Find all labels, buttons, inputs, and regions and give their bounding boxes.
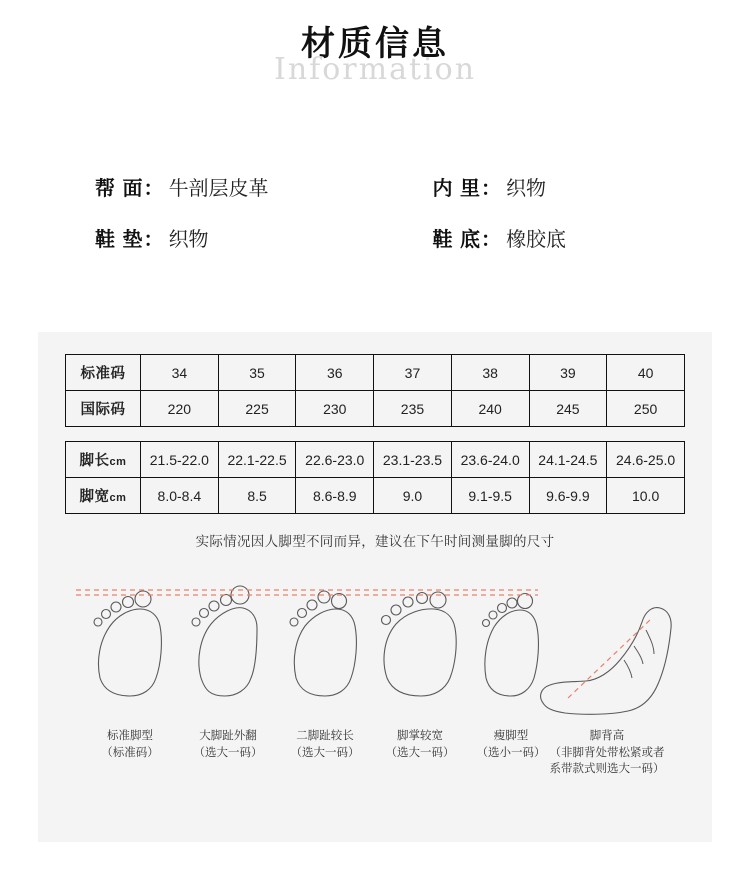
spec-value: 牛剖层皮革 <box>168 178 269 200</box>
table-cell: 35 <box>218 355 296 391</box>
table-cell: 21.5-22.0 <box>141 442 219 478</box>
foot-caption-high-instep: 脚背高 （非脚背处带松紧或者 系带款式则选大一码） <box>549 730 665 776</box>
table-cell: 10.0 <box>607 478 685 514</box>
size-panel <box>38 332 712 842</box>
table-row <box>66 442 685 478</box>
table-cell: 9.0 <box>374 478 452 514</box>
table-cell: 24.1-24.5 <box>529 442 607 478</box>
table-cell: 40 <box>607 355 685 391</box>
spec-value: 橡胶底 <box>506 229 567 251</box>
table-cell: 37 <box>374 355 452 391</box>
foot-standard-icon <box>94 591 161 696</box>
table-row <box>66 478 685 514</box>
foot-long-second-toe-icon <box>290 591 356 696</box>
table-cell: 230 <box>296 391 374 427</box>
measurement-note: 实际情况因人脚型不同而异，建议在下午时间测量脚的尺寸 <box>195 534 555 549</box>
table-spacer <box>65 427 685 441</box>
table-cell: 245 <box>529 391 607 427</box>
table-cell: 250 <box>607 391 685 427</box>
foot-wide-icon <box>382 592 457 696</box>
table-cell: 240 <box>451 391 529 427</box>
spec-label: 鞋 垫： <box>95 229 165 251</box>
row-header-international-size: 国际码 <box>66 391 141 427</box>
table-cell: 34 <box>141 355 219 391</box>
table-cell: 36 <box>296 355 374 391</box>
spec-item-insole <box>95 223 343 252</box>
table-cell: 39 <box>529 355 607 391</box>
foot-high-instep-icon <box>541 608 672 715</box>
spec-item-lining <box>343 172 681 201</box>
foot-bunion-icon <box>192 586 257 696</box>
table-cell: 8.5 <box>218 478 296 514</box>
spec-row <box>95 223 680 252</box>
table-cell: 220 <box>141 391 219 427</box>
table-cell: 235 <box>374 391 452 427</box>
foot-caption-bunion: 大脚趾外翻 （选大一码） <box>193 730 263 759</box>
table-cell: 38 <box>451 355 529 391</box>
table-cell: 22.1-22.5 <box>218 442 296 478</box>
table-cell: 9.1-9.5 <box>451 478 529 514</box>
size-tables <box>38 332 712 550</box>
spec-value: 织物 <box>168 229 209 251</box>
spec-value: 织物 <box>506 178 547 200</box>
table-cell: 9.6-9.9 <box>529 478 607 514</box>
row-header-foot-length: 脚长cm <box>66 442 141 478</box>
page-title-english: Information <box>273 52 477 87</box>
spec-row <box>95 172 680 201</box>
foot-caption-wide: 脚掌较宽 （选大一码） <box>385 730 455 759</box>
spec-list <box>0 172 750 252</box>
page-title: 材质信息 <box>301 25 449 63</box>
table-cell: 8.0-8.4 <box>141 478 219 514</box>
spec-item-upper <box>95 172 343 201</box>
foot-caption-narrow: 瘦脚型 （选小一码） <box>476 730 546 759</box>
title-block <box>0 0 750 114</box>
row-header-foot-width: 脚宽cm <box>66 478 141 514</box>
foot-shapes-illustration <box>38 568 712 743</box>
table-row <box>66 391 685 427</box>
size-table-measure <box>65 441 685 514</box>
size-table-code <box>65 354 685 427</box>
spec-label: 内 里： <box>432 178 503 200</box>
spec-label: 鞋 底： <box>432 229 503 251</box>
foot-caption-long-second-toe: 二脚趾较长 （选大一码） <box>290 730 360 759</box>
table-cell: 22.6-23.0 <box>296 442 374 478</box>
table-cell: 24.6-25.0 <box>607 442 685 478</box>
table-row <box>66 355 685 391</box>
table-cell: 23.6-24.0 <box>451 442 529 478</box>
foot-type-diagrams <box>38 568 712 783</box>
spec-label: 帮 面： <box>95 178 165 200</box>
spec-item-outsole <box>343 223 681 252</box>
table-cell: 23.1-23.5 <box>374 442 452 478</box>
foot-caption-standard: 标准脚型 （标准码） <box>101 730 159 759</box>
foot-narrow-icon <box>483 594 539 697</box>
row-header-standard-size: 标准码 <box>66 355 141 391</box>
table-cell: 8.6-8.9 <box>296 478 374 514</box>
table-cell: 225 <box>218 391 296 427</box>
